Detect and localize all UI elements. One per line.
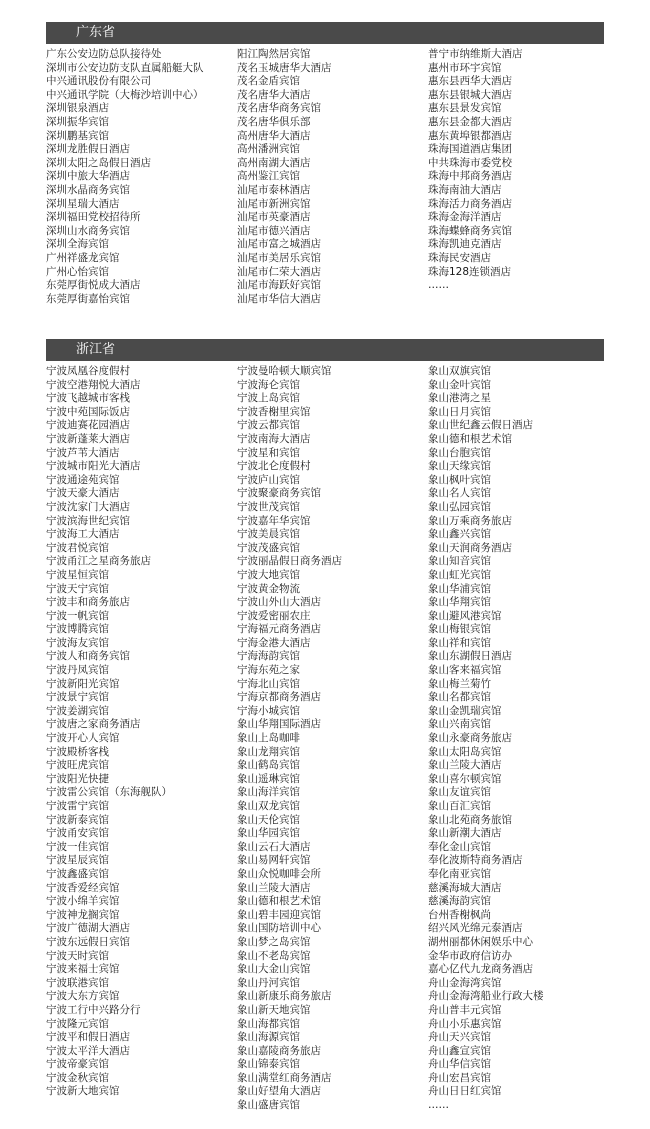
list-item: 象山避风港宾馆 [428,609,502,622]
list-item: 惠东黄埠银都酒店 [428,129,512,142]
list-item: 舟山日日红宾馆 [428,1085,502,1098]
list-item: 象山梅银宾馆 [428,623,491,636]
list-item: 宁波南海大酒店 [237,432,311,445]
list-item: …… [428,279,449,292]
list-item: 象山国防培训中心 [237,922,321,935]
list-item: 茂名金盾宾馆 [237,75,300,88]
list-item: …… [428,1099,449,1112]
list-item: 象山好望角大酒店 [237,1085,321,1098]
list-item: 慈溪海韵宾馆 [428,895,491,908]
list-item: 宁波滨海世纪宾馆 [46,514,130,527]
list-item: 象山遥琳宾馆 [237,772,300,785]
list-item: 宁波黄金物流 [237,582,300,595]
list-item: 象山百汇宾馆 [428,800,491,812]
list-item: 阳江陶然居宾馆 [237,48,311,60]
list-item: 象山日月宾馆 [428,405,491,418]
list-item: 宁波殿桥客栈 [46,745,109,758]
list-item: 宁波嘉年华宾馆 [237,514,311,527]
list-item: 象山名人宾馆 [428,487,491,500]
list-item: 湖州丽都休闲娱乐中心 [428,935,533,948]
list-item: 茂名玉城唐华大酒店 [237,61,332,74]
list-item: 深圳银泉酒店 [46,102,109,115]
list-item: 深圳山水商务宾馆 [46,224,130,237]
list-item: 象山嘉陵商务旅店 [237,1044,321,1057]
list-item: 舟山金海湾船业行政大楼 [428,990,544,1003]
list-item: 宁波开心人宾馆 [46,732,120,745]
list-item: 宁波联港宾馆 [46,976,109,989]
list-item: 象山满堂红商务酒店 [237,1071,332,1084]
list-item: 象山友谊宾馆 [428,786,491,799]
list-item: 宁波北仑度假村 [237,460,311,473]
list-item: 茂名唐华大酒店 [237,88,311,101]
list-item: 宁波新阳光宾馆 [46,677,120,690]
list-item: 宁波一佳宾馆 [46,840,109,853]
list-item: 普宁市纳维斯大酒店 [428,48,523,60]
list-item: 宁波平和假日酒店 [46,1031,130,1044]
list-column [46,48,204,306]
list-item: 宁波太平洋大酒店 [46,1044,130,1057]
list-item: 广州心怡宾馆 [46,265,109,278]
list-item: 宁波丹凤宾馆 [46,664,109,677]
list-item: 象山云石大酒店 [237,840,311,853]
list-item: 绍兴风光绵元泰酒店 [428,922,523,935]
list-item: 汕尾市仁荣大酒店 [237,265,321,278]
list-item: 象山永豪商务旅店 [428,732,512,745]
list-column [46,365,172,1099]
list-item: 宁波通途苑宾馆 [46,473,120,486]
list-item: 象山碧丰园迎宾馆 [237,908,321,921]
list-item: 象山上岛咖啡 [237,732,300,745]
list-item: 汕尾市华信大酒店 [237,292,321,305]
list-item: 宁海京都商务酒店 [237,691,321,704]
list-item: 象山海都宾馆 [237,1017,300,1030]
list-item: 宁波曼哈顿大顺宾馆 [237,365,332,377]
list-item: 宁波新泰宾馆 [46,813,109,826]
list-item: 深圳中旅大华酒店 [46,170,130,183]
list-column [428,365,544,1113]
list-item: 东莞厚街悦成大酒店 [46,279,141,292]
list-item: 宁波唐之家商务酒店 [46,718,141,731]
list-item: 宁波芦苇大酒店 [46,446,120,459]
section-title: 浙江省 [76,342,116,357]
list-item: 象山梅兰菊竹 [428,677,491,690]
list-item: 宁波神龙搁宾馆 [46,908,120,921]
list-item: 象山喜尔顿宾馆 [428,772,502,785]
list-item: 深圳鹏基宾馆 [46,129,109,142]
section-header [46,22,604,44]
list-item: 象山天伦宾馆 [237,813,300,826]
list-item: 宁波天时宾馆 [46,949,109,962]
list-item: 中兴通讯学院（大梅沙培训中心） [46,88,204,101]
list-item: 汕尾市富之城酒店 [237,238,321,251]
list-item: 珠海南油大酒店 [428,183,502,196]
list-item: 宁波君悦宾馆 [46,541,109,554]
list-item: 惠东县银城大酒店 [428,88,512,101]
list-item: 宁海福元商务酒店 [237,623,321,636]
list-item: 汕尾市新洲宾馆 [237,197,311,210]
list-item: 象山鑫兴宾馆 [428,528,491,541]
list-item: 宁波香榭里宾馆 [237,405,311,418]
list-item: 宁波大东方宾馆 [46,990,120,1003]
list-item: 象山兰陵大酒店 [237,881,311,894]
list-item: 象山大金山宾馆 [237,963,311,976]
list-item: 宁波雷公宾馆（东海舰队） [46,786,172,799]
list-item: 象山锦泰宾馆 [237,1058,300,1071]
list-item: 宁波空港翔悦大酒店 [46,378,141,391]
list-item: 惠东县景发宾馆 [428,102,502,115]
list-item: 象山华翔国际酒店 [237,718,321,731]
list-item: 嘉心亿代九龙商务酒店 [428,963,533,976]
list-item: 宁波飞越城市客栈 [46,392,130,405]
list-item: 汕尾市英豪酒店 [237,211,311,224]
list-item: 象山金凯瑞宾馆 [428,704,502,717]
list-item: 象山盛唐宾馆 [237,1099,300,1112]
list-item: 象山易网轩宾馆 [237,854,311,867]
list-item: 惠东县西华大酒店 [428,75,512,88]
list-item: 舟山华信宾馆 [428,1058,491,1071]
list-item: 宁波庐山宾馆 [237,473,300,486]
list-item: 宁波金秋宾馆 [46,1071,109,1084]
list-item: 奉化金山宾馆 [428,840,491,853]
list-item: 象山虹光宾馆 [428,568,491,581]
list-item: 宁波聚豪商务宾馆 [237,487,321,500]
list-item: 象山台胞宾馆 [428,446,491,459]
list-item: 深圳福田党校招待所 [46,211,141,224]
list-item: 汕尾市德兴酒店 [237,224,311,237]
list-item: 台州香榭枫尚 [428,908,491,921]
list-item: 宁波来福士宾馆 [46,963,120,976]
list-item: 惠东县金都大酒店 [428,115,512,128]
list-item: 象山龙翔宾馆 [237,745,300,758]
list-item: 象山金叶宾馆 [428,378,491,391]
list-item: 象山不老岛宾馆 [237,949,311,962]
list-item: 宁波隆元宾馆 [46,1017,109,1030]
list-item: 高州鉴江宾馆 [237,170,300,183]
list-item: 象山北苑商务旅馆 [428,813,512,826]
list-item: 宁波爱密丽农庄 [237,609,311,622]
list-item: 象山客来福宾馆 [428,664,502,677]
list-item: 奉化南亚宾馆 [428,867,491,880]
list-item: 象山名都宾馆 [428,691,491,704]
list-item: 奉化波斯特商务酒店 [428,854,523,867]
list-item: 象山东湖假日酒店 [428,650,512,663]
list-item: 象山弘园宾馆 [428,500,491,513]
list-item: 高州唐华大酒店 [237,129,311,142]
list-item: 宁波博腾宾馆 [46,623,109,636]
list-item: 宁波一帆宾馆 [46,609,109,622]
list-item: 宁波甬江之星商务旅店 [46,555,151,568]
list-column [237,365,342,1113]
list-item: 舟山普丰元宾馆 [428,1003,502,1016]
list-item: 象山祥和宾馆 [428,636,491,649]
list-item: 汕尾市海跃好宾馆 [237,279,321,292]
list-item: 宁波海工大酒店 [46,528,120,541]
list-item: 宁波工行中兴路分行 [46,1003,141,1016]
list-item: 高州潘洲宾馆 [237,143,300,156]
list-item: 宁波凤凰谷度假村 [46,365,130,377]
list-item: 宁波广德湖大酒店 [46,922,130,935]
list-item: 舟山宏昌宾馆 [428,1071,491,1084]
list-item: 中兴通讯股份有限公司 [46,75,151,88]
list-item: 珠海民安酒店 [428,251,491,264]
list-item: 象山知音宾馆 [428,555,491,568]
list-item: 宁波上岛宾馆 [237,392,300,405]
list-item: 慈溪海城大酒店 [428,881,502,894]
list-item: 舟山小乐惠宾馆 [428,1017,502,1030]
section-guangdong [46,22,604,305]
list-item: 深圳龙胜假日酒店 [46,143,130,156]
list-column [237,48,332,306]
list-item: 宁波天豪大酒店 [46,487,120,500]
list-item: 宁波海仑宾馆 [237,378,300,391]
list-item: 宁波新大地宾馆 [46,1085,120,1098]
list-item: 象山新康乐商务旅店 [237,990,332,1003]
list-item: 珠海中邦商务酒店 [428,170,512,183]
list-item: 金华市政府信访办 [428,949,512,962]
list-item: 宁波旺虎宾馆 [46,759,109,772]
list-item: 象山华园宾馆 [237,827,300,840]
list-item: 宁波鑫盛宾馆 [46,867,109,880]
list-item: 茂名唐华商务宾馆 [237,102,321,115]
list-item: 象山华翔宾馆 [428,596,491,609]
list-item: 宁波姜湖宾馆 [46,704,109,717]
list-item: 象山海洋宾馆 [237,786,300,799]
list-item: 宁波云都宾馆 [237,419,300,432]
list-item: 珠海国道酒店集团 [428,143,512,156]
list-item: 宁波世茂宾馆 [237,500,300,513]
list-item: 象山双龙宾馆 [237,800,300,812]
list-item: 中共珠海市委党校 [428,156,512,169]
list-item: 象山万乘商务旅店 [428,514,512,527]
list-item: 汕尾市美居乐宾馆 [237,251,321,264]
list-item: 宁波阳光快捷 [46,772,109,785]
list-item: 宁波山外山大酒店 [237,596,321,609]
list-item: 茂名唐华俱乐部 [237,115,311,128]
list-item: 象山双旗宾馆 [428,365,491,377]
list-item: 汕尾市泰林酒店 [237,183,311,196]
list-item: 宁波海友宾馆 [46,636,109,649]
list-item: 宁波小绵羊宾馆 [46,895,120,908]
list-item: 宁波茂盛宾馆 [237,541,300,554]
list-item: 珠海金海洋酒店 [428,211,502,224]
list-item: 惠州市环宇宾馆 [428,61,502,74]
list-item: 象山梦之岛宾馆 [237,935,311,948]
list-item: 宁波中苑国际饭店 [46,405,130,418]
list-item: 宁波香爱经宾馆 [46,881,120,894]
list-item: 象山兴南宾馆 [428,718,491,731]
list-item: 宁波星恒宾馆 [46,568,109,581]
list-item: 象山港湾之星 [428,392,491,405]
list-item: 东莞厚街嘉怡宾馆 [46,292,130,305]
list-item: 宁波帝豪宾馆 [46,1058,109,1071]
list-item: 宁波景宁宾馆 [46,691,109,704]
list-item: 深圳太阳之岛假日酒店 [46,156,151,169]
list-item: 宁波新蓬莱大酒店 [46,432,130,445]
list-item: 宁波天宁宾馆 [46,582,109,595]
list-item: 舟山天兴宾馆 [428,1031,491,1044]
list-column [428,48,523,293]
list-item: 象山世纪鑫云假日酒店 [428,419,533,432]
list-item: 宁波星和宾馆 [237,446,300,459]
list-item: 舟山金海湾宾馆 [428,976,502,989]
list-item: 深圳星瑞大酒店 [46,197,120,210]
list-item: 象山德和根艺术馆 [237,895,321,908]
list-item: 象山鹤岛宾馆 [237,759,300,772]
list-item: 深圳振华宾馆 [46,115,109,128]
section-title: 广东省 [76,25,116,40]
list-item: 宁波雷宁宾馆 [46,800,109,812]
list-item: 深圳市公安边防支队直属船艇大队 [46,61,204,74]
list-item: 象山新潮大酒店 [428,827,502,840]
list-item: 象山丹河宾馆 [237,976,300,989]
list-item: 珠海凯迪克酒店 [428,238,502,251]
list-item: 象山德和根艺术馆 [428,432,512,445]
list-item: 珠海128连锁酒店 [428,265,512,278]
list-item: 深圳水晶商务宾馆 [46,183,130,196]
list-item: 象山兰陵大酒店 [428,759,502,772]
list-item: 宁波星辰宾馆 [46,854,109,867]
section-header [46,339,604,361]
list-item: 宁波丽晶假日商务酒店 [237,555,342,568]
list-item: 宁波沈家门大酒店 [46,500,130,513]
list-item: 珠海活力商务酒店 [428,197,512,210]
list-item: 珠海蝶蜂商务宾馆 [428,224,512,237]
list-item: 宁波人和商务宾馆 [46,650,130,663]
list-item: 象山新天地宾馆 [237,1003,311,1016]
section-zhejiang [46,339,604,1112]
list-item: 广州祥盛龙宾馆 [46,251,120,264]
list-item: 宁波美晨宾馆 [237,528,300,541]
list-item: 象山太阳岛宾馆 [428,745,502,758]
list-item: 象山华浦宾馆 [428,582,491,595]
list-item: 象山众悦咖啡会所 [237,867,321,880]
list-item: 象山天润商务酒店 [428,541,512,554]
list-item: 宁波大地宾馆 [237,568,300,581]
list-item: 象山枫叶宾馆 [428,473,491,486]
list-item: 宁波城市阳光大酒店 [46,460,141,473]
list-item: 宁海北山宾馆 [237,677,300,690]
list-item: 广东公安边防总队接待处 [46,48,162,60]
list-item: 宁海海韵宾馆 [237,650,300,663]
list-item: 宁海东苑之家 [237,664,300,677]
list-item: 象山天缘宾馆 [428,460,491,473]
list-item: 宁波东远假日宾馆 [46,935,130,948]
list-item: 宁波丰和商务旅店 [46,596,130,609]
list-item: 舟山鑫宣宾馆 [428,1044,491,1057]
list-item: 宁海小城宾馆 [237,704,300,717]
list-item: 高州南湖大酒店 [237,156,311,169]
list-item: 宁海金港大酒店 [237,636,311,649]
list-item: 象山海源宾馆 [237,1031,300,1044]
list-item: 深圳全海宾馆 [46,238,109,251]
list-item: 宁波甬安宾馆 [46,827,109,840]
list-item: 宁波迪赛花园酒店 [46,419,130,432]
